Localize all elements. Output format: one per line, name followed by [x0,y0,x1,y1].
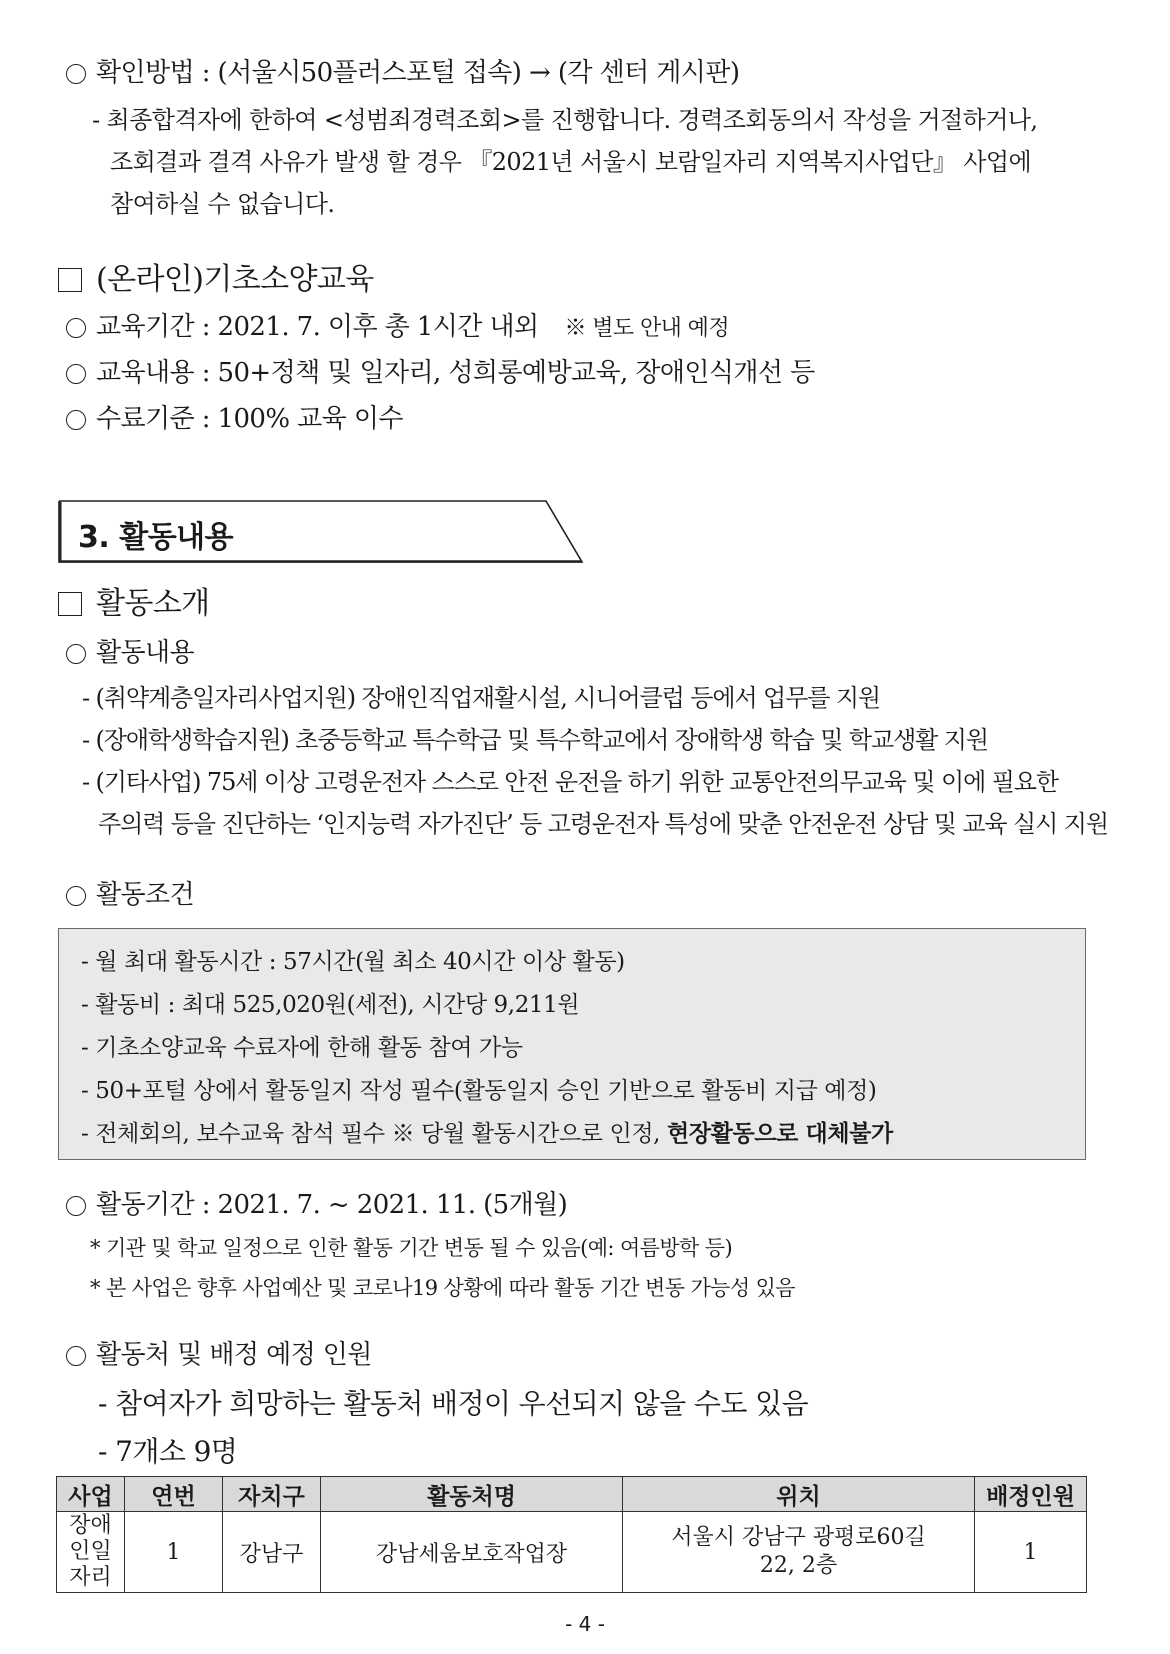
education-period-text: 교육기간 : 2021. 7. 이후 총 1시간 내외 [96,312,539,342]
circle-bullet-icon [66,318,86,338]
cell-location-line2: 22, 2층 [759,1553,838,1578]
education-criteria-text: 수료기준 : 100% 교육 이수 [96,404,403,434]
period-title-text: 활동기간 : 2021. 7. ~ 2021. 11. (5개월) [96,1190,568,1220]
table-header-row [57,1477,1087,1512]
cell-place: 강남세움보호작업장 [321,1512,623,1593]
verify-note-line2: 조회결과 결격 사유가 발생 할 경우 『2021년 서울시 보람일자리 지역복지사업단』 사업에 [110,148,1032,176]
verify-note-line1: - 최종합격자에 한하여 <성범죄경력조회>를 진행합니다. 경력조회동의서 작성을 거절하거나, [92,106,1038,134]
section-3-title: 3. 활동내용 [78,520,234,555]
checkbox-square-icon [58,592,82,616]
circle-bullet-icon [66,364,86,384]
activity-title [66,632,194,669]
intro-heading-text: 활동소개 [96,586,210,621]
education-heading [58,254,374,298]
section-3-header [58,500,584,564]
col-header-location: 위치 [623,1477,975,1512]
activity-item-3-cont: 주의력 등을 진단하는 ‘인지능력 자가진단’ 등 고령운전자 특성에 맞춘 안전운전 상담 및 교육 실시 지원 [98,810,1108,838]
cell-business-line2: 인일 [69,1539,112,1564]
period-note-1: * 기관 및 학교 일정으로 인한 활동 기간 변동 될 수 있음(예: 여름방학 등) [90,1236,733,1260]
circle-bullet-icon [66,644,86,664]
table-row [57,1512,1087,1593]
education-content-text: 교육내용 : 50+정책 및 일자리, 성희롱예방교육, 장애인식개선 등 [96,358,815,388]
placement-table [56,1476,1087,1593]
cell-count: 1 [975,1512,1087,1593]
conditions-box [58,928,1086,1160]
col-header-business: 사업 [57,1477,125,1512]
verify-note-line3: 참여하실 수 없습니다. [110,190,335,218]
condition-line-5 [81,1115,893,1148]
placement-line-2: - 7개소 9명 [98,1435,238,1468]
activity-item-1: - (취약계층일자리사업지원) 장애인직업재활시설, 시니어클럽 등에서 업무를 지원 [82,684,881,712]
placement-line-1: - 참여자가 희망하는 활동처 배정이 우선되지 않을 수도 있음 [98,1387,809,1420]
circle-bullet-icon [66,886,86,906]
col-header-district: 자치구 [223,1477,321,1512]
cell-no: 1 [125,1512,223,1593]
condition-line-4: - 50+포털 상에서 활동일지 작성 필수(활동일지 승인 기반으로 활동비 지급 예정) [81,1078,877,1104]
circle-bullet-icon [66,64,86,84]
condition-line-2: - 활동비 : 최대 525,020원(세전), 시간당 9,211원 [81,992,580,1018]
period-note-2: * 본 사업은 향후 사업예산 및 코로나19 상황에 따라 활동 기간 변동 가능성 있음 [90,1276,795,1300]
placement-title [66,1334,372,1371]
cell-location [623,1512,975,1593]
cell-location-line1: 서울시 강남구 광평로60길 [671,1525,926,1550]
condition-line-3: - 기초소양교육 수료자에 한해 활동 참여 가능 [81,1035,523,1061]
condition-line-5-text: - 전체회의, 보수교육 참석 필수 ※ 당월 활동시간으로 인정, [81,1121,667,1147]
education-period [66,306,729,343]
education-period-note: ※ 별도 안내 예정 [564,316,729,341]
col-header-count: 배정인원 [975,1477,1087,1512]
condition-line-1: - 월 최대 활동시간 : 57시간(월 최소 40시간 이상 활동) [81,949,625,975]
period-title [66,1184,567,1221]
cell-district: 강남구 [223,1512,321,1593]
conditions-title-text: 활동조건 [96,880,195,910]
verify-method-text: 확인방법 : (서울시50플러스포털 접속) → (각 센터 게시판) [96,58,740,88]
intro-heading [58,578,210,622]
circle-bullet-icon [66,1196,86,1216]
checkbox-square-icon [58,268,82,292]
conditions-title [66,874,194,911]
placement-title-text: 활동처 및 배정 예정 인원 [96,1340,372,1370]
activity-item-2: - (장애학생학습지원) 초중등학교 특수학급 및 특수학교에서 장애학생 학습 및 학교생활 지원 [82,726,988,754]
verify-method [66,52,739,89]
education-heading-text: (온라인)기초소양교육 [96,262,374,297]
education-criteria [66,398,403,435]
circle-bullet-icon [66,410,86,430]
page-number: - 4 - [565,1612,605,1636]
activity-title-text: 활동내용 [96,638,195,668]
education-content [66,352,815,389]
condition-line-5-bold: 현장활동으로 대체불가 [667,1121,893,1147]
activity-item-3: - (기타사업) 75세 이상 고령운전자 스스로 안전 운전을 하기 위한 교통안전의무교육 및 이에 필요한 [82,768,1058,796]
cell-business-line1: 장애 [69,1513,112,1538]
circle-bullet-icon [66,1346,86,1366]
cell-business [57,1512,125,1593]
col-header-no: 연번 [125,1477,223,1512]
cell-business-line3: 자리 [69,1565,112,1590]
col-header-place: 활동처명 [321,1477,623,1512]
